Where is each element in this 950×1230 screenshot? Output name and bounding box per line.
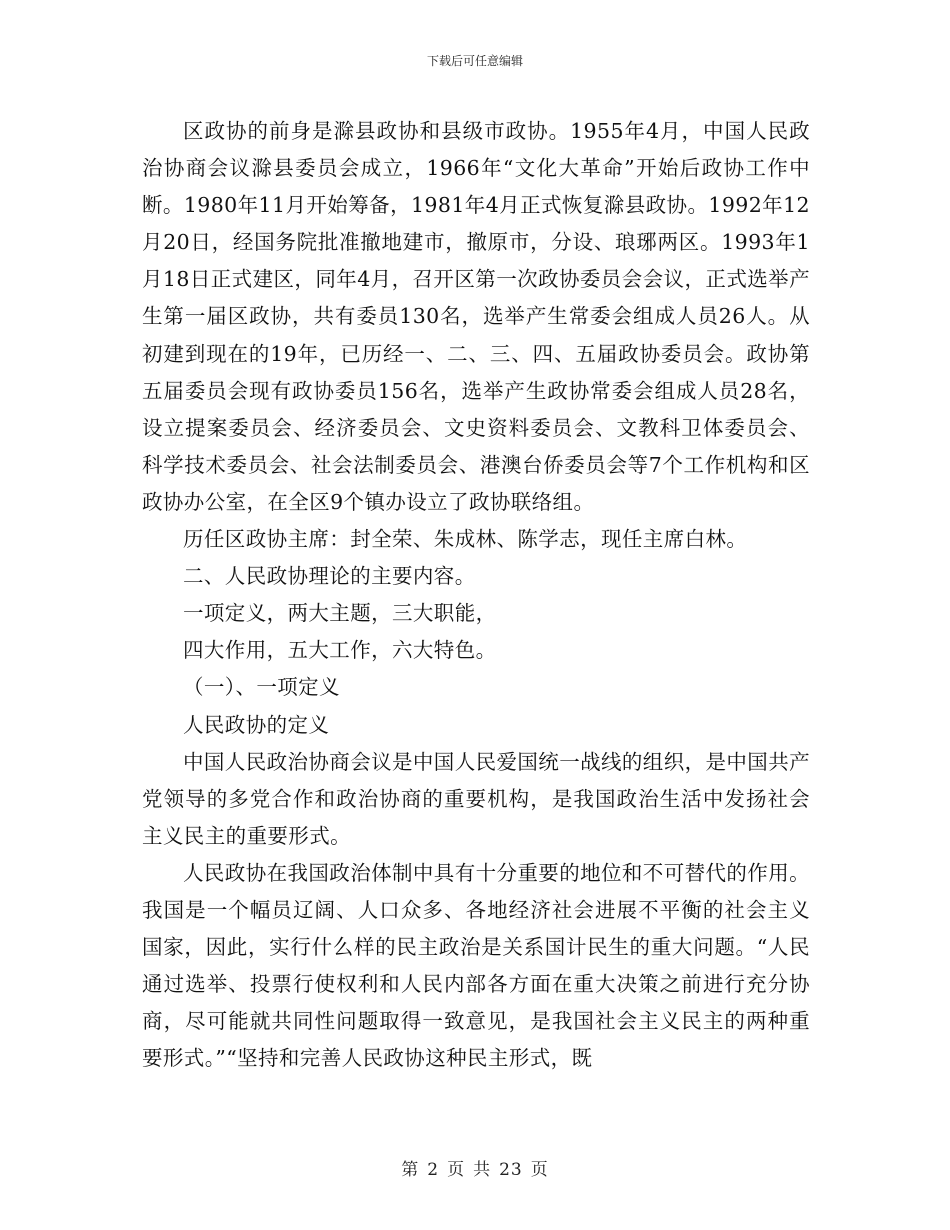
subsection-title-definition: 人民政协的定义 [183,712,330,737]
paragraph-history: 区政协的前身是滁县政协和县级市政协。1955年4月，中国人民政治协商会议滁县委员会成立，1966年“文化大革命”开始后政协工作中断。1980年11月开始筹备，1981年4月正式恢复滁县政协。1992年12月20日，经国务院批准撤地建市，撤原市，分设、琅琊两区。1993年1月18日正式建区，同年4月，召开区第一次政协委员会会议，正式选举产生第一届区政协，共有委员130名，选举产生常委会组成人员26人。从初建到现在的19年，已历经一、二、三、四、五届政协委员会。政协第五届委员会现有政协委员156名，选举产生政协常委会组成人员28名，设立提案委员会、经济委员会、文史资料委员会、文教科卫体委员会、科学技术委员会、社会法制委员会、港澳台侨委员会等7个工作机构和区政协办公室，在全区9个镇办设立了政协联络组。 [142,119,810,514]
paragraph-summary-line-1: 一项定义，两大主题，三大职能， [183,601,497,626]
paragraph-chairmen: 历任区政协主席：封全荣、朱成林、陈学志，现任主席白林。 [183,527,748,552]
page-label-total-prefix: 共 [473,1160,492,1180]
page-label-suffix: 页 [530,1160,549,1180]
document-body [142,113,810,1077]
total-pages: 23 [499,1160,523,1180]
paragraph-definition: 中国人民政治协商会议是中国人民爱国统一战线的组织，是中国共产党领导的多党合作和政治协商的重要机构，是我国政治生活中发扬社会主义民主的重要形式。 [142,749,810,848]
paragraph-summary-line-2: 四大作用，五大工作，六大特色。 [183,638,497,663]
page-label-middle: 页 [447,1160,466,1180]
section-heading-theory: 二、人民政协理论的主要内容。 [183,564,476,589]
page-header: 下载后可任意编辑 [426,54,523,68]
paragraph-role: 人民政协在我国政治体制中具有十分重要的地位和不可替代的作用。我国是一个幅员辽阔、人口众多、各地经济社会进展不平衡的社会主义国家，因此，实行什么样的民主政治是关系国计民生的重大问题。“人民通过选举、投票行使权利和人民内部各方面在重大决策之前进行充分协商，尽可能就共同性问题取得一致意见，是我国社会主义民主的两种重要形式。”“坚持和完善人民政协这种民主形式，既 [142,860,810,1071]
page-label-prefix: 第 [401,1160,420,1180]
page-footer [0,1155,950,1180]
page-number: 2 [427,1160,440,1180]
subsection-heading-definition: （一）、一项定义 [183,675,340,700]
